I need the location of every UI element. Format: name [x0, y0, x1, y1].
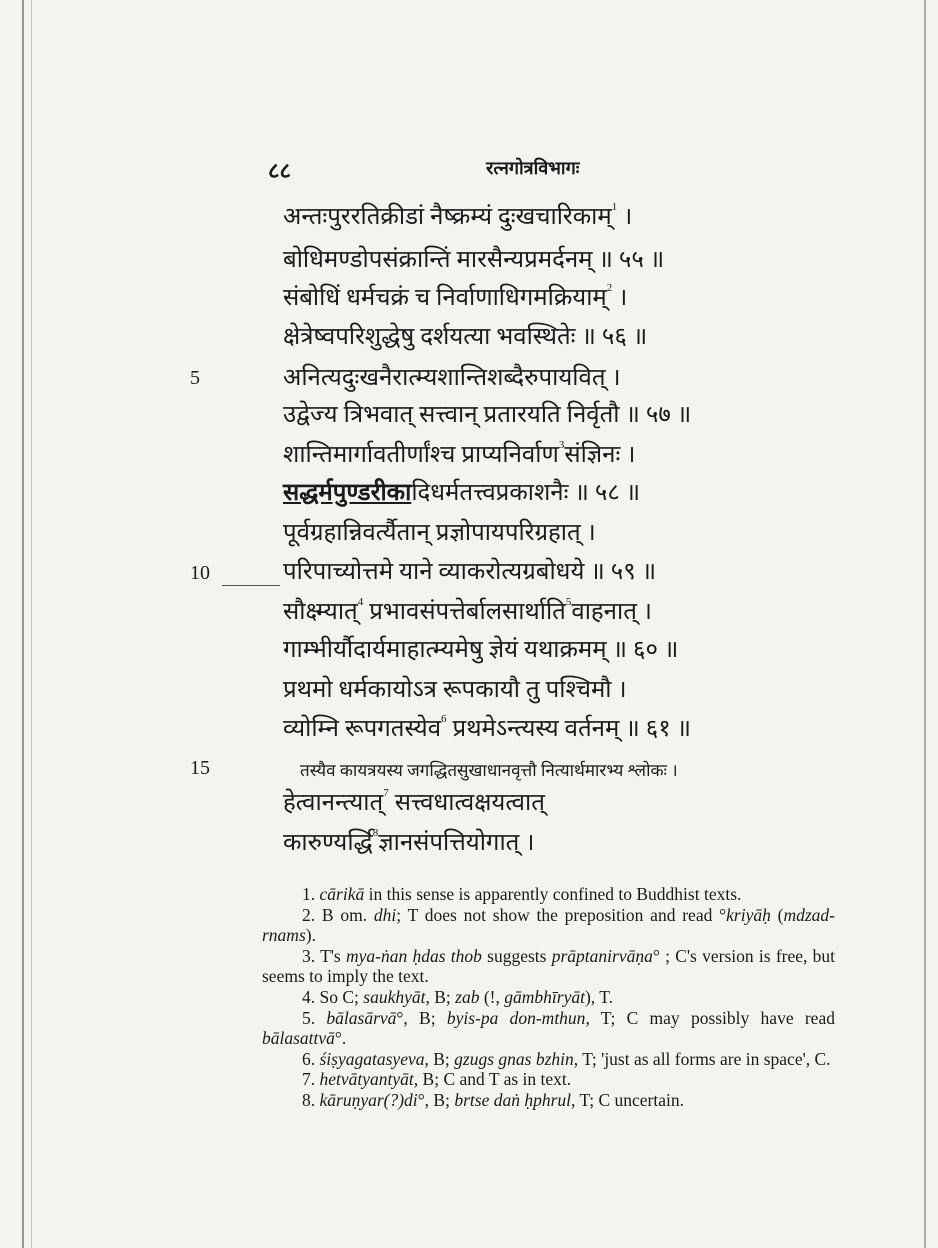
footnote-segment: bālasārvā [326, 1007, 397, 1028]
verse-text-segment: शान्तिमार्गावतीर्णांश्च प्राप्यनिर्वाण [283, 442, 559, 468]
verse-line [283, 597, 652, 627]
footnote-marker: 3 [558, 439, 565, 451]
verse-line [283, 478, 640, 508]
verse-text-segment: बोधिमण्डोपसंक्रान्तिं मारसैन्यप्रमर्दनम् ॥ ५५ ॥ [283, 247, 665, 273]
footnote-segment: (!, [479, 986, 505, 1007]
verse-text-segment: सद्धर्मपुण्डरीका [283, 480, 412, 506]
footnote-segment: ). [305, 925, 316, 946]
footnote-segment: kriyāḥ [726, 904, 771, 925]
footnote-segment: 7. [302, 1069, 320, 1090]
footnote-segment: 1. [302, 884, 320, 904]
verse-text-segment: अन्तःपुररतिक्रीडां नैष्क्रम्यं दुःखचारिकाम् [283, 204, 612, 230]
verse-line [283, 828, 534, 858]
footnote-segment: , B; [425, 986, 456, 1007]
footnote-segment: 5. [302, 1007, 327, 1028]
footnote-segment: 3. T's [302, 945, 346, 966]
footnote-segment: 2. B om. [302, 904, 374, 925]
verse-line [283, 788, 545, 818]
verse-text-segment: प्रभावसंपत्तेर्बालसार्थाति [363, 599, 566, 625]
footnote-segment: kāruṇyar(?)di [319, 1089, 418, 1110]
verse-line [283, 322, 647, 352]
footnote-segment: °, B; [417, 1089, 455, 1110]
verse-line [283, 283, 627, 313]
verse-text-segment: परिपाच्योत्तमे याने व्याकरोत्यग्रबोधये ॥ ५९ ॥ [283, 559, 657, 585]
verse-text-segment: । [612, 285, 628, 311]
verse-line [283, 518, 596, 548]
verse-text-segment: क्षेत्रेष्वपरिशुद्धेषु दर्शयत्या भवस्थितेः ॥ ५६ ॥ [283, 324, 648, 350]
footnote-segment: ), T. [584, 986, 613, 1007]
footnote-segment: ° ; C's version is free, but seems to imply the text. [262, 945, 836, 987]
line-number-15: 15 [190, 757, 210, 779]
footnote-marker: 8 [372, 827, 379, 839]
verse-line [283, 557, 656, 587]
footnote-segment: dhi [373, 904, 397, 925]
verse-text-segment: प्रथमो धर्मकायोऽत्र रूपकायौ तु पश्चिमौ । [283, 677, 627, 703]
footnote-segment: , T; 'just as all forms are in space', C. [573, 1048, 831, 1069]
footnote-segment: ; T does not show the preposition and read ° [396, 904, 727, 925]
verse-text-segment: ज्ञानसंपत्तियोगात् । [378, 830, 535, 856]
footnote-segment: saukhyāt [363, 986, 426, 1007]
footnote [262, 1008, 835, 1049]
footnote [262, 1069, 835, 1090]
verse-line [283, 400, 691, 430]
footnote-segment: , T; C may possibly have read [585, 1007, 835, 1028]
verse-line [300, 756, 678, 786]
footnote-segment: , B; C and T as in text. [413, 1069, 572, 1090]
verse-text-segment: दिधर्मतत्त्वप्रकाशनैः ॥ ५८ ॥ [411, 480, 641, 506]
margin-mark [222, 585, 280, 586]
verse-text-segment: हेत्वानन्त्यात् [283, 790, 384, 816]
footnote-marker: 4 [357, 596, 364, 608]
running-title: रत्नगोत्रविभागः [486, 158, 580, 178]
verse-line [283, 245, 664, 275]
footnotes [262, 884, 835, 1111]
verse-line [283, 714, 691, 744]
footnote-marker: 5 [565, 596, 572, 608]
footnote-segment: bālasattvā [262, 1028, 335, 1049]
footnote-segment: cārikā [319, 884, 365, 904]
footnote-segment: 8. [302, 1089, 320, 1110]
verse-text-segment: सत्त्वधात्वक्षयत्वात् [388, 790, 545, 816]
page-number: ८८ [268, 158, 291, 183]
footnote-segment: suggests [481, 945, 552, 966]
footnote-segment: °. [334, 1028, 347, 1049]
footnote-segment: prāptanirvāṇa [551, 945, 653, 966]
verse-text-segment: सौक्ष्म्यात् [283, 599, 358, 625]
verse-text-segment: संज्ञिनः । [564, 442, 636, 468]
verse-text-segment: कारुण्यर्द्धि [283, 830, 373, 856]
footnote-segment: zab [455, 986, 480, 1007]
verse-text-segment: संबोधिं धर्मचक्रं च निर्वाणाधिगमक्रियाम् [283, 285, 607, 311]
footnote [262, 1090, 835, 1111]
footnote-segment: śiṣyagatasyeva [319, 1048, 425, 1069]
verse-text-segment: व्योम्नि रूपगतस्येव [283, 716, 442, 742]
scan-margin-line [31, 0, 32, 1248]
footnote-segment: mdzad-rnams [262, 904, 835, 946]
line-number-10: 10 [190, 562, 210, 584]
footnote [262, 905, 835, 946]
verse-line [283, 363, 621, 393]
footnote [262, 946, 835, 987]
footnote [262, 884, 835, 905]
footnote-segment: in this sense is apparently confined to Buddhist texts. [364, 884, 742, 904]
footnote-segment: hetvātyantyāt [319, 1069, 414, 1090]
footnote-marker: 6 [441, 713, 447, 725]
verse-line [283, 440, 635, 470]
verse-line [283, 675, 627, 705]
footnote-segment: 4. So C; [302, 986, 364, 1007]
footnote-segment: mya-ṅan ḥdas thob [345, 945, 482, 966]
verse-text-segment: तस्यैव कायत्रयस्य जगद्धितसुखाधानवृत्तौ नित्यार्थमारभ्य श्लोकः । [300, 761, 678, 780]
footnote-segment: , T; C uncertain. [571, 1089, 684, 1110]
verse-line [283, 635, 678, 665]
footnote-marker: 1 [611, 201, 618, 213]
footnote-segment: byis-pa don-mthun [446, 1007, 586, 1028]
verse-text-segment: अनित्यदुःखनैरात्म्यशान्तिशब्दैरुपायवित् । [283, 365, 621, 391]
footnote-segment: gāmbhīryāt [504, 986, 585, 1007]
verse-text-segment: पूर्वग्रहान्निवर्त्यैतान् प्रज्ञोपायपरिग्रहात् । [283, 520, 596, 546]
footnote-segment: °, B; [396, 1007, 447, 1028]
verse-text-segment: उद्वेज्य त्रिभवात् सत्त्वान् प्रतारयति निर्वृतौ ॥ ५७ ॥ [283, 402, 692, 428]
verse-text-segment: गाम्भीर्यौदार्यमाहात्म्यमेषु ज्ञेयं यथाक्रमम् ॥ ६० ॥ [283, 637, 679, 663]
footnote [262, 987, 835, 1008]
footnote-segment: 6. [302, 1048, 320, 1069]
scan-margin-line [924, 0, 926, 1248]
verse-text-segment: वाहनात् । [571, 599, 652, 625]
footnote-segment: ( [770, 904, 784, 925]
verse-text-segment: । [617, 204, 633, 230]
scan-margin-line [22, 0, 24, 1248]
verse-text-segment: प्रथमेऽन्त्यस्य वर्तनम् ॥ ६१ ॥ [446, 716, 692, 742]
line-number-5: 5 [190, 367, 200, 389]
footnote [262, 1049, 835, 1070]
footnote-segment: , B; [424, 1048, 455, 1069]
footnote-marker: 2 [606, 282, 613, 294]
footnote-segment: brtse daṅ ḥphrul [454, 1089, 572, 1110]
verse-line [283, 202, 632, 232]
footnote-segment: gzugs gnas bzhin [454, 1048, 574, 1069]
footnote-marker: 7 [383, 787, 389, 799]
